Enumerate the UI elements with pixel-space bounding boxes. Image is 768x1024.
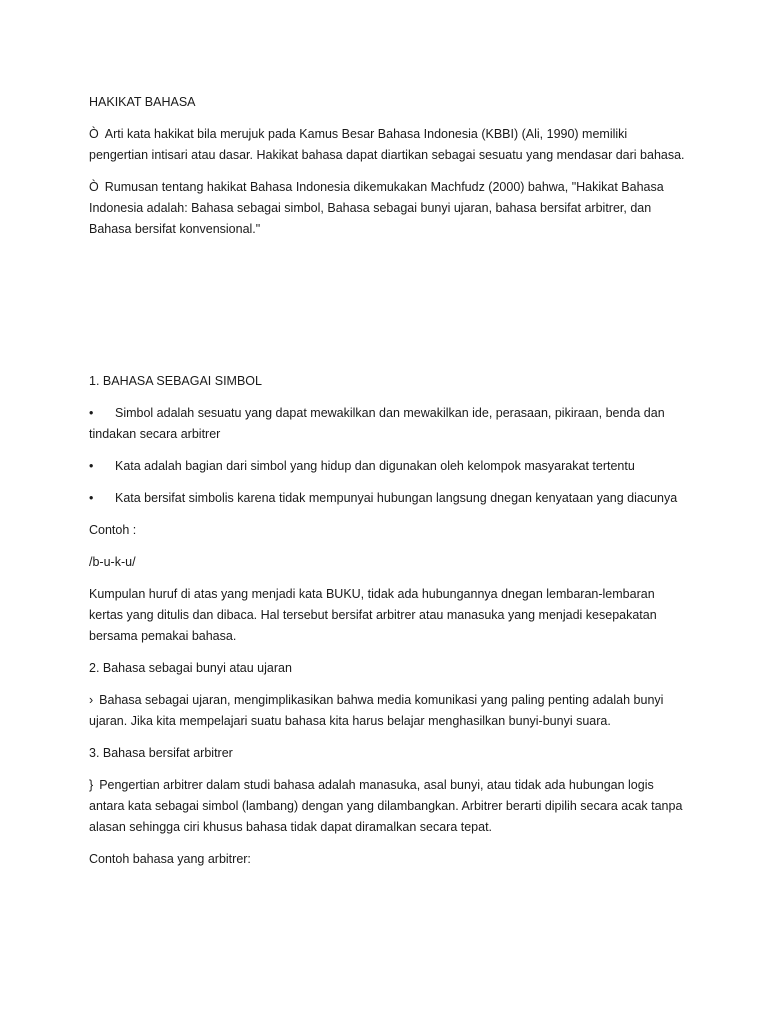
section3-example-label: Contoh bahasa yang arbitrer: [89,852,251,866]
section2-text: Bahasa sebagai ujaran, mengimplikasikan bahwa media komunikasi yang paling penting adalah bunyi ujaran. Jika kita mempelajari suatu bahasa kita harus belajar menghasilkan bunyi-bunyi suara. [89,693,664,728]
document-title: HAKIKAT BAHASA [89,95,196,109]
bullet-mark-3: • [89,491,94,505]
intro-mark-1: Ò [89,127,99,141]
section1-bullet-3 [89,488,689,509]
intro-paragraph-2 [89,177,689,240]
section1-bullet-2 [89,456,689,477]
section2-mark: › [89,693,94,707]
section1-bullet-1 [89,403,689,445]
intro-text-2: Rumusan tentang hakikat Bahasa Indonesia dikemukakan Machfudz (2000) bahwa, "Hakikat Bahasa Indonesia adalah: Bahasa sebagai simbol, Bahasa sebagai bunyi ujaran, bahasa bersifat arbitrer, dan Bahasa bersifat konvensional." [89,180,664,236]
section1-explanation: Kumpulan huruf di atas yang menjadi kata BUKU, tidak ada hubungannya dnegan lembaran-lembaran kertas yang ditulis dan dibaca. Hal tersebut bersifat arbitrer atau manasuka yang menjadi kesepakatan bersama pemakai bahasa. [89,587,657,643]
document-page [89,92,689,870]
section2-paragraph [89,690,689,732]
section1-heading: 1. BAHASA SEBAGAI SIMBOL [89,374,262,388]
section2-heading: 2. Bahasa sebagai bunyi atau ujaran [89,661,292,675]
section1-example-label: Contoh : [89,523,137,537]
section3-paragraph [89,775,689,838]
bullet-text-2: Kata adalah bagian dari simbol yang hidup dan digunakan oleh kelompok masyarakat tertentu [115,459,635,473]
section3-mark: } [89,778,94,792]
section3-heading: 3. Bahasa bersifat arbitrer [89,746,233,760]
intro-mark-2: Ò [89,180,99,194]
bullet-mark-1: • [89,406,94,420]
section1-example: /b-u-k-u/ [89,555,136,569]
intro-text-1: Arti kata hakikat bila merujuk pada Kamus Besar Bahasa Indonesia (KBBI) (Ali, 1990) memiliki pengertian intisari atau dasar. Hakikat bahasa dapat diartikan sebagai sesuatu yang mendasar dari bahasa. [89,127,685,162]
section3-text: Pengertian arbitrer dalam studi bahasa adalah manasuka, asal bunyi, atau tidak ada hubungan logis antara kata sebagai simbol (lambang) dengan yang dilambangkan. Arbitrer berarti dipilih secara acak tanpa alasan sehingga ciri khusus bahasa tidak dapat diramalkan secara tepat. [89,778,683,834]
bullet-mark-2: • [89,459,94,473]
bullet-text-1: Simbol adalah sesuatu yang dapat mewakilkan dan mewakilkan ide, perasaan, pikiraan, benda dan tindakan secara arbitrer [89,406,665,441]
intro-paragraph-1 [89,124,689,166]
bullet-text-3: Kata bersifat simbolis karena tidak mempunyai hubungan langsung dnegan kenyataan yang diacunya [115,491,678,505]
